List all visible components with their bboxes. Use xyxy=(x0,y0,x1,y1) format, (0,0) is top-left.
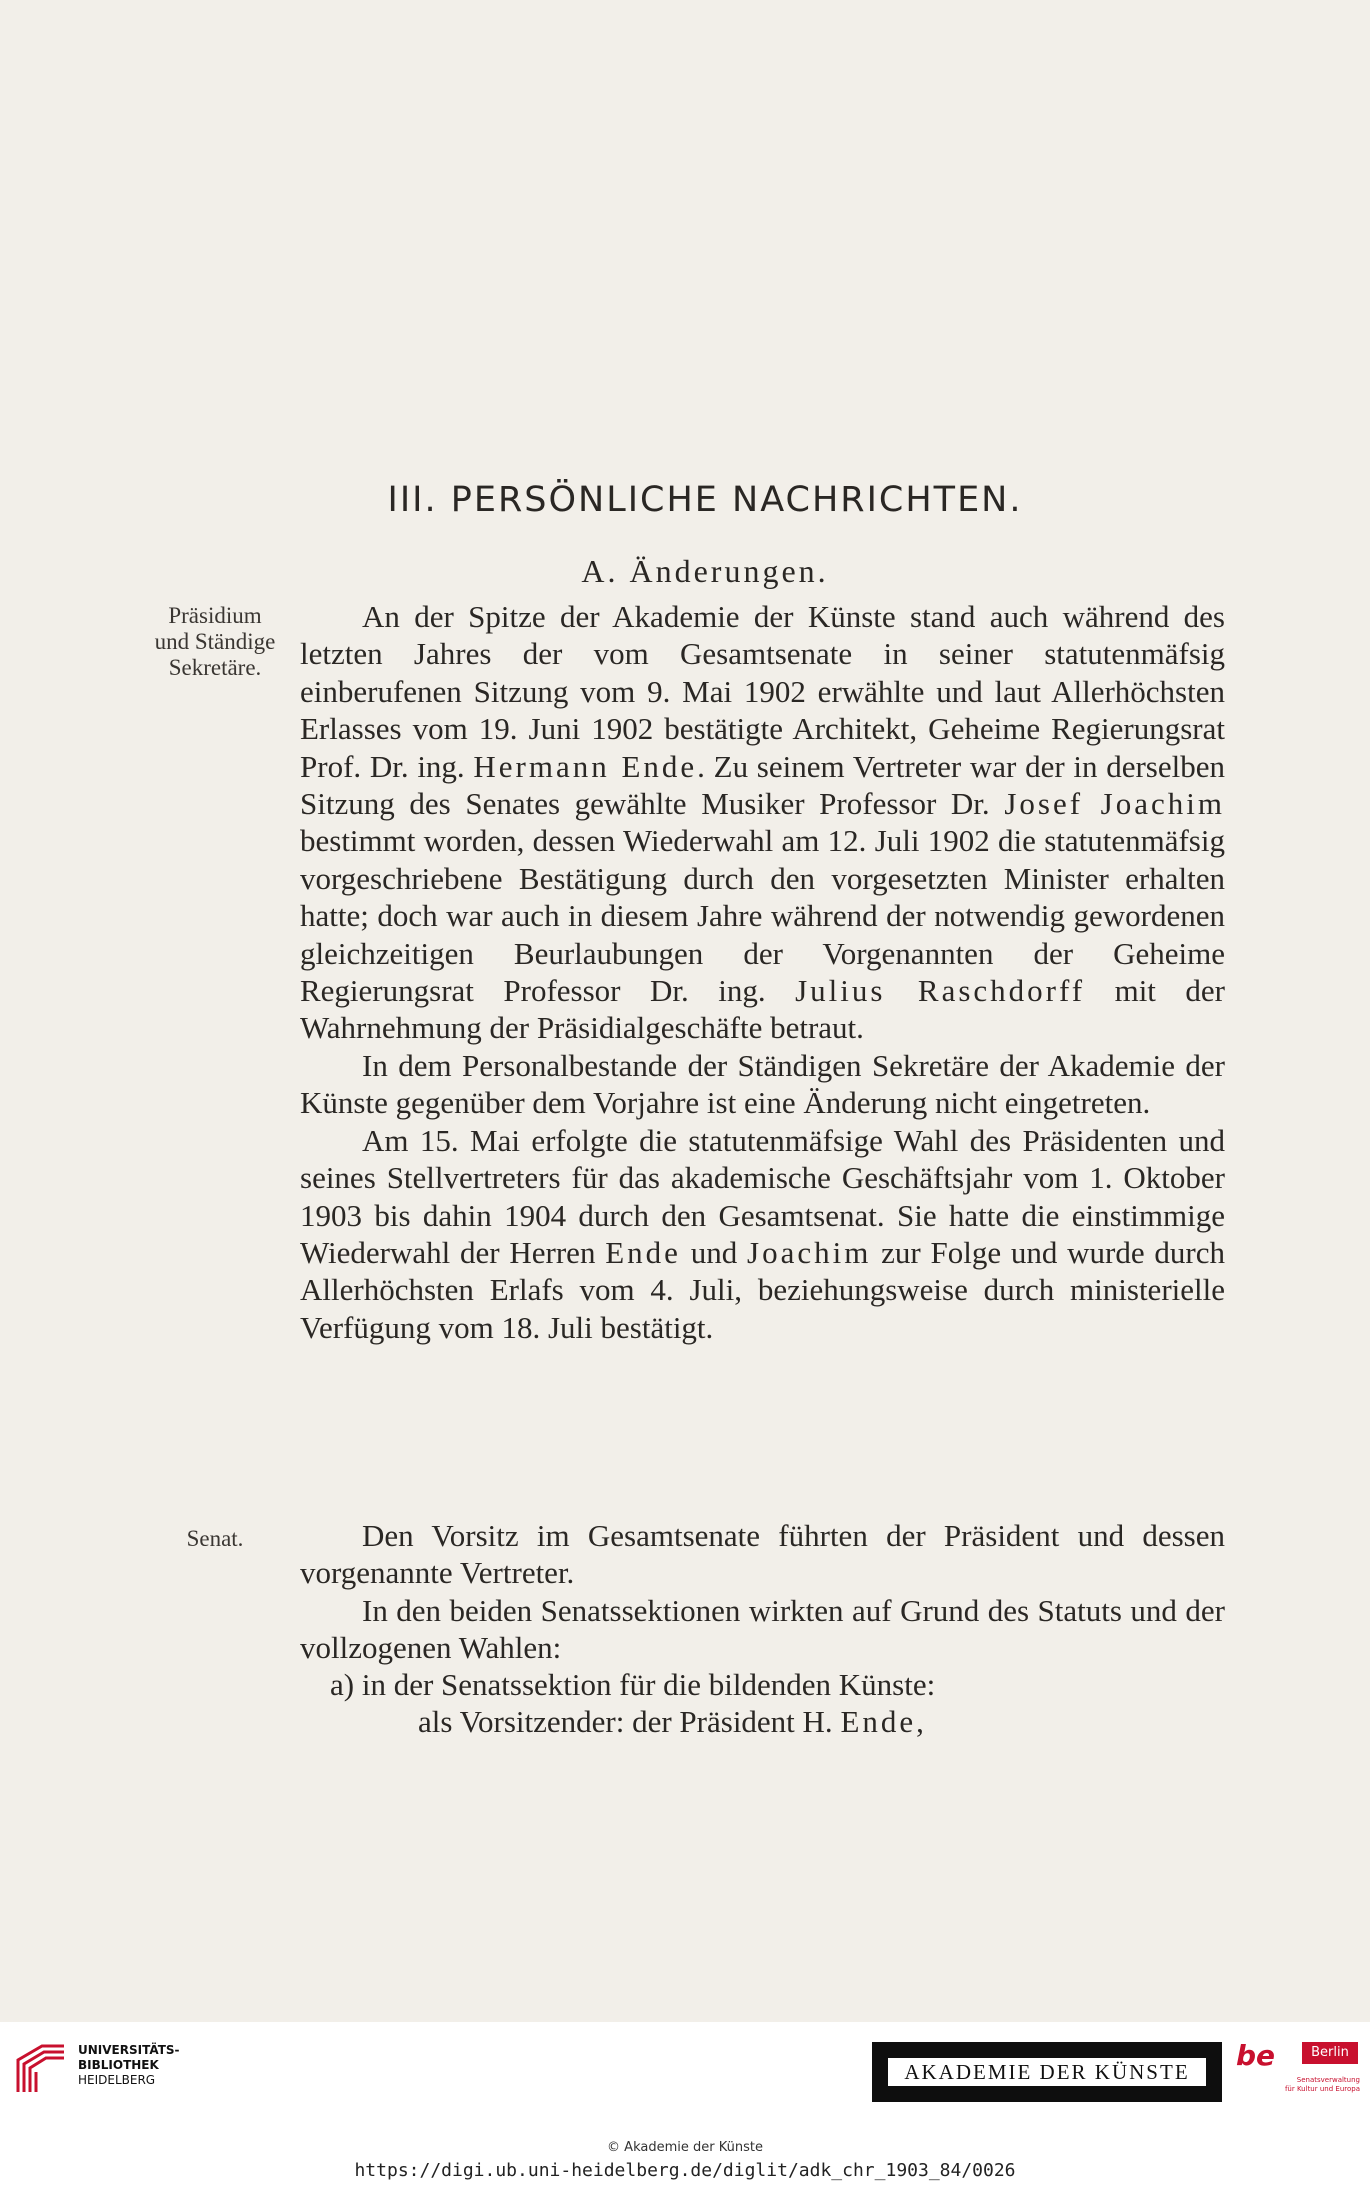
berlin-senatsverwaltung-logo[interactable]: be Berlin Senatsverwaltung für Kultur und Europa xyxy=(1236,2039,1360,2093)
senat-text-block xyxy=(300,1517,1225,1667)
paragraph-sekretaere: In dem Personalbestande der Ständigen Sekretäre der Akademie der Künste gegenüber dem Vorjahre ist eine Änderung nicht eingetreten. xyxy=(300,1047,1225,1121)
margin-note-praesidium: Präsidium und Ständige Sekretäre. xyxy=(154,603,276,680)
margin-note-senat: Senat. xyxy=(186,1526,244,1551)
subsection-heading: A. Änderungen. xyxy=(581,553,829,589)
ub-heidelberg-label[interactable]: UNIVERSITÄTS- BIBLIOTHEK HEIDELBERG xyxy=(78,2043,180,2087)
list-subitem-vorsitzender: als Vorsitzender: der Präsident H. Ende, xyxy=(418,1704,924,1739)
permalink-url[interactable]: https://digi.ub.uni-heidelberg.de/diglit/adk_chr_1903_84/0026 xyxy=(354,2160,1016,2181)
paragraph-senatssektionen: In den beiden Senatssektionen wirkten auf Grund des Statuts und der vollzogenen Wahlen: xyxy=(300,1592,1225,1666)
name-julius-raschdorff: Julius Raschdorff xyxy=(795,973,1086,1009)
adk-logo[interactable] xyxy=(872,2042,1222,2102)
name-josef-joachim: Josef Joachim xyxy=(1004,786,1225,822)
section-heading: III. PERSÖNLICHE NACHRICHTEN. xyxy=(387,480,1023,520)
paragraph-wahl: Am 15. Mai erfolgte die statutenmäfsige Wahl des Präsidenten und seines Stellvertreters für das akademische Geschäftsjahr vom 1. Oktober 1903 bis dahin 1904 durch den Gesamtsenat. Sie hatte die einstimmige Wiederwahl der Herren Ende und Joachim zur Folge und wurde durch Allerhöchsten Erlafs vom 4. Juli, beziehungsweise durch ministerielle Verfügung vom 18. Juli bestätigt. xyxy=(300,1122,1226,1345)
name-hermann-ende: Hermann Ende xyxy=(473,748,698,784)
name-ende: Ende xyxy=(605,1234,681,1270)
list-item-a: a) in der Senatssektion für die bildenden Künste: xyxy=(330,1667,936,1702)
paragraph-praesidium: An der Spitze der Akademie der Künste stand auch während des letzten Jahres der vom Gesamtsenate in seiner statutenmäfsig einberufenen Sitzung vom 9. Mai 1902 erwählte und laut Allerhöchsten Erlasses vom 19. Juni 1902 bestätigte Architekt, Geheime Regierungsrat Prof. Dr. ing. Hermann Ende. Zu seinem Vertreter war der in derselben Sitzung des Senates gewählte Musiker Professor Dr. Josef Joachim bestimmt worden, dessen Wiederwahl am 12. Juli 1902 die statutenmäfsig vorgeschriebene Bestätigung durch den vorgesetzten Minister erhalten hatte; doch war auch in diesem Jahre während der notwendig gewordenen gleichzeitigen Beurlaubungen der Vorgenannten der Geheime Regierungsrat Professor Dr. ing. Julius Raschdorff mit der Wahrnehmung der Präsidialgeschäfte betraut. xyxy=(300,599,1225,1046)
name-joachim: Joachim xyxy=(747,1234,872,1270)
ub-heidelberg-logo-icon[interactable] xyxy=(12,2040,70,2098)
main-text-block xyxy=(300,598,1225,1346)
adk-logo-label: AKADEMIE DER KÜNSTE xyxy=(888,2058,1206,2086)
copyright-notice: © Akademie der Künste xyxy=(607,2140,763,2155)
paragraph-vorsitz: Den Vorsitz im Gesamtsenate führten der Präsident und dessen vorgenannte Vertreter. xyxy=(300,1518,1225,1591)
